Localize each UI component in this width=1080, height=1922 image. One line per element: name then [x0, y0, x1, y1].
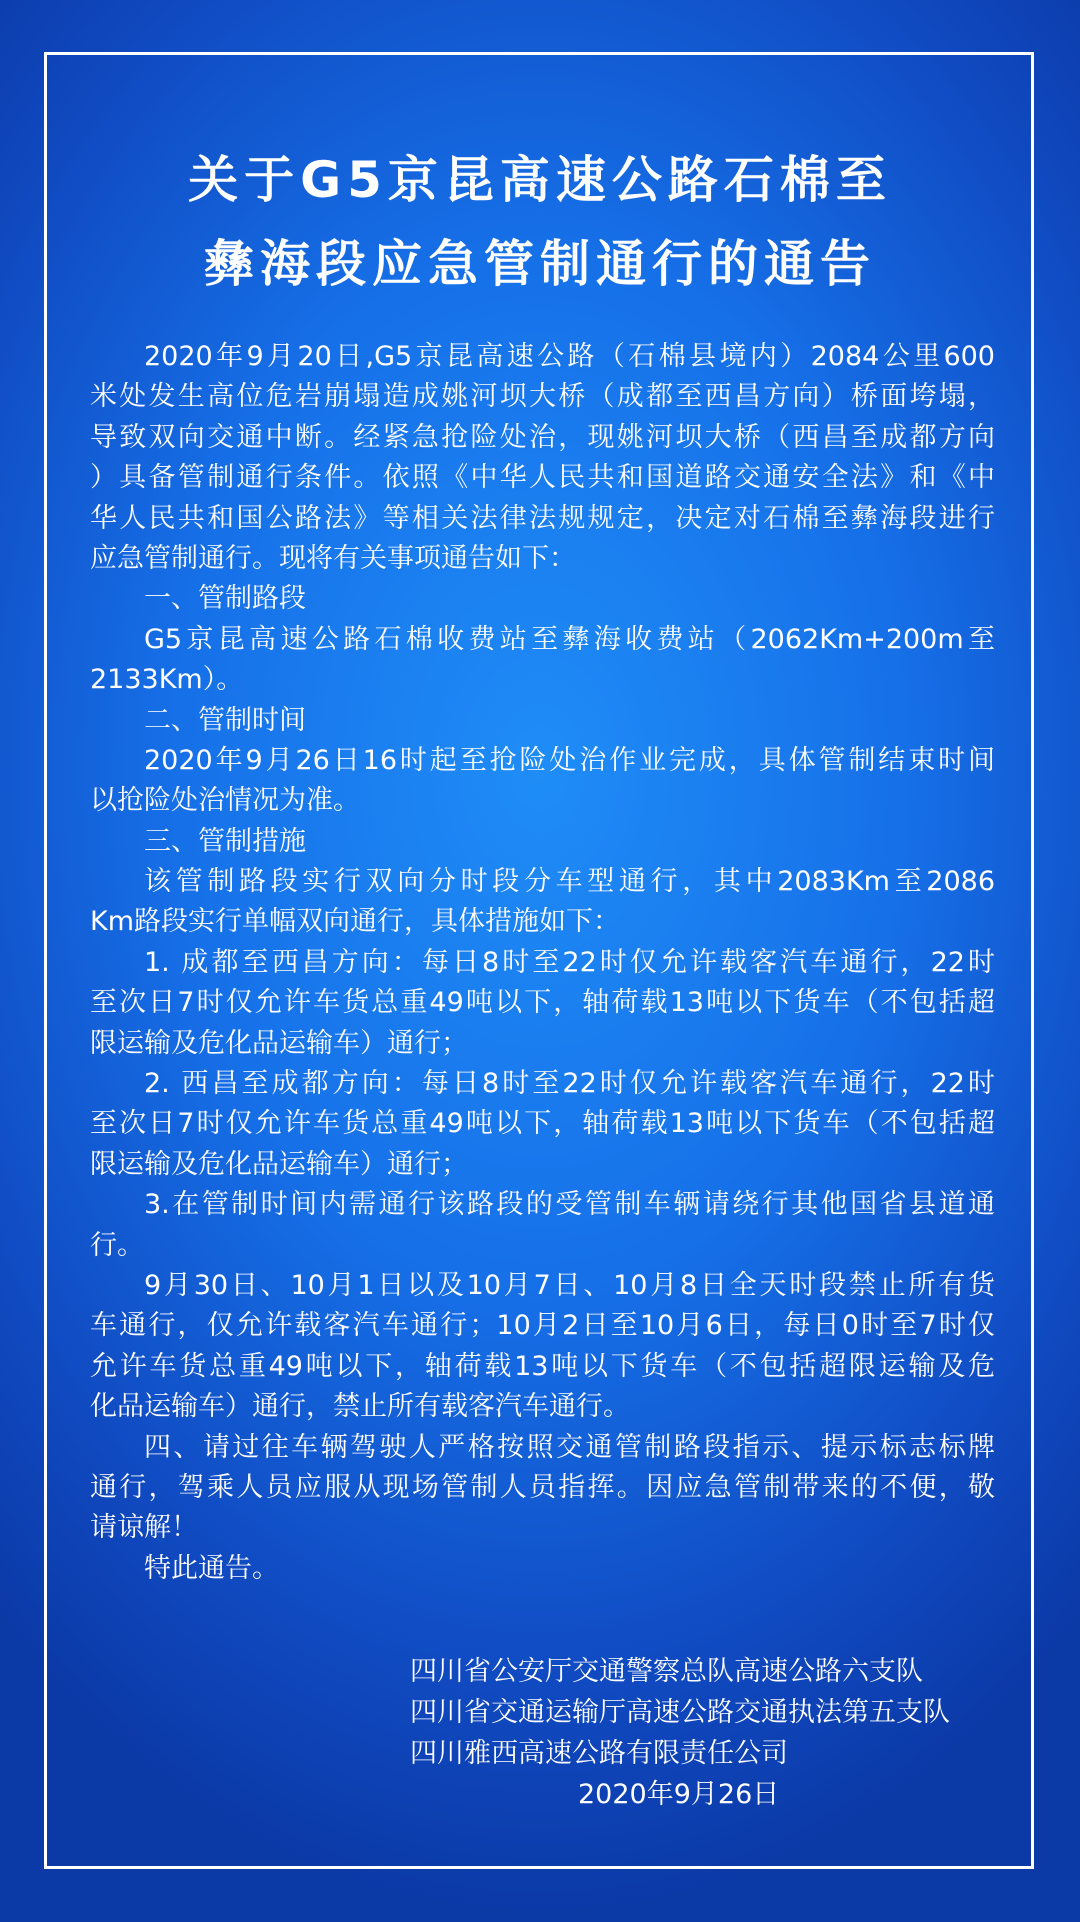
body-line: 限运输及危化品运输车）通行； — [90, 1148, 468, 1180]
body-line: 通行，驾乘人员应服从现场管制人员指挥。因应急管制带来的不便，敬 — [90, 1471, 995, 1503]
body-line: 应急管制通行。现将有关事项通告如下： — [90, 542, 576, 574]
title-line-2: 彝海段应急管制通行的通告 — [204, 235, 876, 293]
notice-title — [44, 138, 1036, 306]
body-line: 该管制路段实行双向分时段分车型通行，其中2083Km至2086 — [144, 866, 995, 898]
title-line-1: 关于G5京昆高速公路石棉至 — [188, 151, 892, 209]
body-line: 2020年9月20日,G5京昆高速公路（石棉县境内）2084公里600 — [144, 341, 995, 372]
body-line: ）具备管制通行条件。依照《中华人民共和国道路交通安全法》和《中 — [90, 462, 995, 494]
section-heading-time: 二、管制时间 — [144, 704, 306, 736]
body-line: 请谅解！ — [90, 1512, 198, 1544]
body-line: 米处发生高位危岩崩塌造成姚河坝大桥（成都至西昌方向）桥面垮塌， — [90, 381, 995, 413]
signatory-yaxi-company: 四川雅西高速公路有限责任公司 — [410, 1738, 788, 1769]
notice-date: 2020年9月26日 — [578, 1779, 780, 1810]
signatory-traffic-police: 四川省公安厅交通警察总队高速公路六支队 — [410, 1656, 923, 1687]
body-line: 9月30日、10月1日以及10月7日、10月8日全天时段禁止所有货 — [144, 1269, 995, 1301]
body-line: 至次日7时仅允许车货总重49吨以下，轴荷载13吨以下货车（不包括超 — [90, 987, 995, 1019]
body-line: 四、请过往车辆驾驶人严格按照交通管制路段指示、提示标志标牌 — [144, 1431, 995, 1463]
body-line: 2020年9月26日16时起至抢险处治作业完成，具体管制结束时间 — [144, 744, 995, 776]
section-heading-measures: 三、管制措施 — [144, 825, 306, 857]
body-line: 2. 西昌至成都方向：每日8时至22时仅允许载客汽车通行，22时 — [144, 1068, 995, 1100]
section-heading-road: 一、管制路段 — [144, 583, 306, 615]
body-line: 华人民共和国公路法》等相关法律法规规定，决定对石棉至彝海段进行 — [90, 502, 995, 534]
body-line: 1. 成都至西昌方向：每日8时至22时仅允许载客汽车通行，22时 — [144, 946, 995, 978]
body-line: 2133Km）。 — [90, 664, 244, 696]
body-line: 行。 — [90, 1229, 144, 1261]
body-line: 化品运输车）通行，禁止所有载客汽车通行。 — [90, 1391, 630, 1423]
body-line: 至次日7时仅允许车货总重49吨以下，轴荷载13吨以下货车（不包括超 — [90, 1108, 995, 1140]
body-line: Km路段实行单幅双向通行，具体措施如下： — [90, 906, 621, 938]
body-line: 3.在管制时间内需通行该路段的受管制车辆请绕行其他国省县道通 — [144, 1189, 995, 1221]
body-line: 以抢险处治情况为准。 — [90, 785, 360, 817]
signatory-transport-enforcement: 四川省交通运输厅高速公路交通执法第五支队 — [410, 1697, 950, 1728]
body-line: 导致双向交通中断。经紧急抢险处治，现姚河坝大桥（西昌至成都方向 — [90, 421, 995, 453]
notice-body — [90, 337, 995, 1589]
body-line: 车通行，仅允许载客汽车通行；10月2日至10月6日，每日0时至7时仅 — [90, 1310, 995, 1342]
body-line: G5京昆高速公路石棉收费站至彝海收费站（2062Km+200m至 — [144, 623, 995, 655]
body-line: 限运输及危化品运输车）通行； — [90, 1027, 468, 1059]
body-line: 允许车货总重49吨以下，轴荷载13吨以下货车（不包括超限运输及危 — [90, 1350, 995, 1382]
signature-block — [410, 1651, 950, 1815]
closing-line: 特此通告。 — [144, 1552, 279, 1584]
